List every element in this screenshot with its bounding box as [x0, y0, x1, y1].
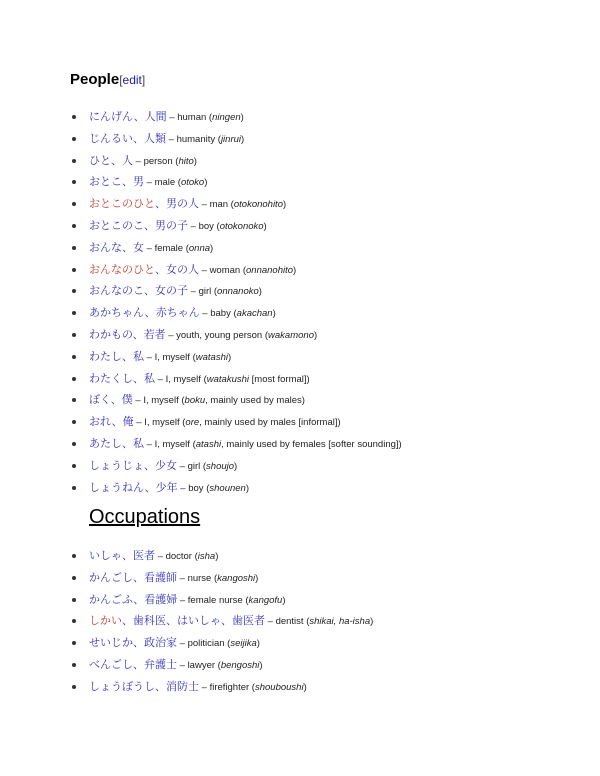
romaji: atashi [195, 438, 222, 450]
meaning: woman [209, 264, 241, 276]
kanji-word[interactable]: 私 [133, 436, 144, 450]
kanji-word[interactable]: 男の人 [166, 197, 199, 211]
open-paren: ( [240, 264, 246, 276]
dash: – [144, 242, 155, 254]
open-paren: ( [211, 572, 218, 584]
kana-word[interactable]: おんなのこ [89, 284, 144, 298]
list-item [0, 259, 402, 281]
open-paren: ( [178, 395, 185, 407]
edit-open-bracket: [ [119, 73, 123, 87]
romaji: ningen [212, 112, 241, 123]
separator: 、 [133, 592, 145, 606]
kana-word[interactable]: おとこ [89, 175, 122, 189]
separator: 、 [144, 458, 155, 472]
open-paren: ( [228, 199, 234, 211]
list-item [0, 324, 402, 346]
kana-word[interactable]: ひと [89, 153, 111, 167]
kana-word[interactable]: ぼく [89, 393, 111, 407]
romaji: boku [184, 395, 206, 407]
close-paren: ) [241, 133, 245, 145]
kanji-word[interactable]: 女 [133, 240, 144, 254]
romaji: wakamono [268, 329, 314, 341]
romaji: kangofu [248, 594, 283, 606]
dash: – [133, 155, 144, 167]
meaning: I, myself [165, 373, 201, 385]
section-heading-occupations: Occupations [89, 506, 201, 528]
open-paren: ( [189, 351, 196, 363]
dash: – [199, 308, 211, 320]
open-paren: ( [183, 242, 189, 254]
list-item [0, 128, 402, 150]
meaning: politician [187, 638, 225, 650]
romaji: bengoshi [220, 659, 260, 671]
list-item [0, 610, 373, 632]
occupations-list [0, 545, 373, 698]
separator: 、 [144, 480, 156, 494]
list-item [0, 433, 402, 455]
meaning: nurse [187, 572, 212, 584]
close-paren: ) [301, 395, 305, 407]
close-paren: ) [245, 482, 249, 494]
meaning: I, myself [154, 438, 190, 450]
dash: – [177, 460, 188, 472]
separator: 、 [122, 240, 133, 254]
romaji: seijika [230, 638, 257, 650]
close-paren: ) [337, 417, 341, 429]
list-item [0, 237, 402, 259]
kana-word[interactable]: せいじか [89, 636, 133, 650]
close-paren: ) [193, 155, 197, 167]
kanji-word[interactable]: 政治家 [144, 636, 177, 650]
edit-link[interactable]: edit [122, 73, 142, 87]
dash: – [199, 681, 210, 693]
romaji: onna [188, 242, 211, 254]
note: [most formal] [249, 373, 307, 385]
close-paren: ) [263, 220, 267, 232]
separator: 、 [122, 436, 133, 450]
kanji-word[interactable]: 女の子 [155, 284, 188, 298]
note: , mainly used by females [softer sounding] [221, 438, 399, 450]
romaji: shouboushi [254, 681, 304, 693]
meaning: male [154, 177, 176, 189]
list-item [0, 193, 402, 215]
people-title: People [70, 71, 120, 88]
meaning: I, myself [154, 351, 190, 363]
dash: – [155, 373, 166, 385]
list-item [0, 368, 402, 390]
dash: – [188, 220, 199, 232]
list-item [0, 567, 373, 589]
separator: 、 [155, 679, 166, 693]
kana-word[interactable]: べんごし [89, 657, 133, 671]
separator: 、 [155, 197, 166, 211]
separator: 、 [111, 153, 122, 167]
list-item [0, 171, 402, 193]
dash: – [177, 572, 188, 584]
dash: – [132, 395, 144, 407]
close-paren: ) [398, 438, 402, 450]
dash: – [155, 551, 166, 562]
people-list [0, 106, 402, 498]
dash: – [177, 638, 188, 650]
open-paren: ( [206, 112, 213, 123]
meaning: girl [198, 286, 212, 298]
kanji-word[interactable]: 医者 [133, 549, 155, 562]
close-paren: ) [227, 351, 232, 363]
close-paren: ) [258, 286, 262, 298]
meaning: girl [187, 460, 201, 472]
kana-word[interactable]: かんごふ [89, 592, 134, 606]
open-paren: ( [262, 329, 269, 341]
romaji: shoujo [206, 460, 235, 472]
kana-word[interactable]: おとこのこ [89, 218, 144, 232]
meaning: I, myself [143, 395, 179, 407]
meaning: lawyer [187, 659, 216, 671]
separator: 、 [122, 549, 133, 562]
separator: 、 [122, 614, 133, 628]
romaji: watashi [195, 351, 228, 363]
kanji-word[interactable]: 弁護士 [144, 657, 177, 671]
kana-word[interactable]: おとこのひと [89, 197, 155, 211]
dash: – [144, 351, 155, 363]
dash: – [165, 329, 177, 341]
romaji: isha [197, 551, 216, 562]
list-item [0, 215, 402, 237]
kana-word[interactable]: わたくし [89, 371, 133, 385]
kana-word[interactable]: しょうねん [89, 480, 145, 494]
dash: – [166, 112, 178, 123]
open-paren: ( [224, 638, 231, 650]
kanji-word[interactable]: 私 [144, 371, 155, 385]
romaji: hito [178, 155, 194, 167]
separator: 、 [144, 218, 155, 232]
open-paren: ( [172, 155, 179, 167]
romaji: shounen [209, 482, 246, 494]
romaji: otokonohito [233, 199, 283, 211]
list-item [0, 106, 402, 128]
kana-word[interactable]: おんな [89, 240, 122, 254]
close-paren: ) [259, 659, 263, 671]
kanji-word[interactable]: 人類 [144, 131, 166, 145]
dash: – [188, 286, 199, 298]
dash: – [265, 616, 276, 628]
open-paren: ( [203, 482, 210, 494]
close-paren: ) [282, 199, 287, 211]
close-paren: ) [256, 638, 260, 650]
kana-word[interactable]: かんごし [89, 570, 133, 584]
romaji: otoko [180, 177, 205, 189]
edit-close-bracket: ] [141, 73, 146, 87]
separator: 、 [133, 110, 145, 123]
list-item [0, 302, 402, 324]
open-paren: ( [179, 417, 186, 429]
open-paren: ( [189, 438, 196, 450]
open-paren: ( [230, 308, 237, 320]
open-paren: ( [215, 659, 221, 671]
kanji-word[interactable]: 看護婦 [144, 592, 178, 606]
kanji-word[interactable]: 人間 [144, 110, 167, 123]
meaning: firefighter [209, 681, 250, 693]
list-item [0, 280, 402, 302]
close-paren: ) [272, 308, 276, 320]
dash: – [199, 264, 210, 276]
open-paren: ( [175, 177, 181, 189]
close-paren: ) [370, 616, 374, 628]
open-paren: ( [211, 286, 218, 298]
close-paren: ) [210, 242, 214, 254]
meaning: human [177, 112, 207, 123]
kana-word[interactable]: あたし [89, 436, 122, 450]
kana-word[interactable]: おれ [89, 415, 112, 429]
list-item [0, 589, 373, 611]
close-paren: ) [204, 177, 208, 189]
close-paren: ) [240, 112, 244, 123]
open-paren: ( [303, 616, 310, 628]
open-paren: ( [191, 551, 198, 562]
kanji-word[interactable]: 歯科医、はいしゃ、歯医者 [133, 614, 265, 628]
section-heading-people [70, 71, 145, 88]
meaning: doctor [165, 551, 192, 562]
dash: – [199, 199, 210, 211]
list-item [0, 654, 373, 676]
meaning: I, myself [144, 417, 180, 429]
open-paren: ( [213, 220, 220, 232]
close-paren: ) [234, 460, 238, 472]
meaning: humanity [176, 133, 216, 145]
close-paren: ) [306, 373, 310, 385]
dash: – [177, 594, 188, 606]
dash: – [166, 133, 177, 145]
separator: 、 [132, 327, 144, 341]
open-paren: ( [215, 133, 221, 145]
list-item [0, 477, 402, 499]
meaning: baby [210, 308, 231, 320]
separator: 、 [111, 415, 123, 429]
kana-word[interactable]: いしゃ [89, 549, 122, 562]
separator: 、 [110, 393, 122, 407]
dash: – [177, 482, 189, 494]
separator: 、 [122, 349, 133, 363]
separator: 、 [133, 657, 144, 671]
meaning: boy [198, 220, 214, 232]
kanji-word[interactable]: 俺 [122, 415, 134, 429]
list-item [0, 346, 402, 368]
meaning: dentist [275, 616, 304, 628]
close-paren: ) [293, 264, 297, 276]
list-item [0, 632, 373, 654]
meaning: person [143, 155, 173, 167]
list-item [0, 389, 402, 411]
romaji: kangoshi [217, 572, 256, 584]
kana-word[interactable]: わかもの [89, 327, 133, 341]
meaning: man [209, 199, 229, 211]
meaning: female [154, 242, 184, 254]
kana-word[interactable]: おんなのひと [89, 262, 155, 276]
romaji: onnanohito [246, 264, 294, 276]
list-item [0, 411, 402, 433]
list-item [0, 676, 373, 698]
open-paren: ( [242, 594, 249, 606]
meaning: youth, young person [176, 329, 263, 341]
kana-word[interactable]: にんげん [89, 110, 134, 123]
kana-word[interactable]: あかちゃん [89, 306, 145, 320]
kanji-word[interactable]: 消防士 [166, 679, 199, 693]
romaji: watakushi [206, 373, 249, 385]
romaji: akachan [236, 308, 273, 320]
list-item [0, 455, 402, 477]
dash: – [133, 417, 145, 429]
meaning: female nurse [187, 594, 243, 606]
close-paren: ) [215, 551, 219, 562]
note: , mainly used by males [205, 395, 302, 407]
dash: – [177, 659, 188, 671]
romaji: otokonoko [219, 220, 264, 232]
separator: 、 [144, 284, 155, 298]
separator: 、 [133, 636, 144, 650]
kanji-word[interactable]: 人 [122, 153, 133, 167]
kana-word[interactable]: しょうじょ [89, 458, 144, 472]
kana-word[interactable]: わたし [89, 349, 122, 363]
kanji-word[interactable]: 男の子 [155, 218, 188, 232]
kana-word[interactable]: しょうぼうし [89, 679, 155, 693]
kanji-word[interactable]: 少女 [155, 458, 177, 472]
romaji: ore [185, 417, 200, 429]
close-paren: ) [303, 681, 307, 693]
separator: 、 [144, 306, 156, 320]
kanji-word[interactable]: 若者 [143, 327, 166, 341]
kana-word[interactable]: じんるい [89, 131, 133, 145]
note: , mainly used by males [informal] [199, 417, 338, 429]
romaji: shikai, ha-isha [309, 616, 371, 628]
meaning: boy [188, 482, 204, 494]
kanji-word[interactable]: 看護師 [144, 570, 177, 584]
kana-word[interactable]: しかい [89, 614, 122, 628]
separator: 、 [133, 131, 144, 145]
separator: 、 [155, 262, 166, 276]
romaji: onnanoko [217, 286, 259, 298]
dash: – [144, 177, 155, 189]
kanji-word[interactable]: 男 [133, 175, 144, 189]
kanji-word[interactable]: 赤ちゃん [155, 306, 200, 320]
kanji-word[interactable]: 私 [133, 349, 144, 363]
dash: – [144, 438, 155, 450]
close-paren: ) [255, 572, 259, 584]
close-paren: ) [282, 594, 286, 606]
kanji-word[interactable]: 少年 [155, 480, 178, 494]
open-paren: ( [200, 373, 207, 385]
separator: 、 [122, 175, 133, 189]
separator: 、 [133, 570, 144, 584]
list-item [0, 545, 373, 567]
open-paren: ( [249, 681, 255, 693]
kanji-word[interactable]: 女の人 [166, 262, 199, 276]
separator: 、 [133, 371, 144, 385]
romaji: jinrui [220, 133, 241, 145]
close-paren: ) [313, 329, 318, 341]
list-item [0, 150, 402, 172]
kanji-word[interactable]: 僕 [121, 393, 133, 407]
open-paren: ( [200, 460, 207, 472]
